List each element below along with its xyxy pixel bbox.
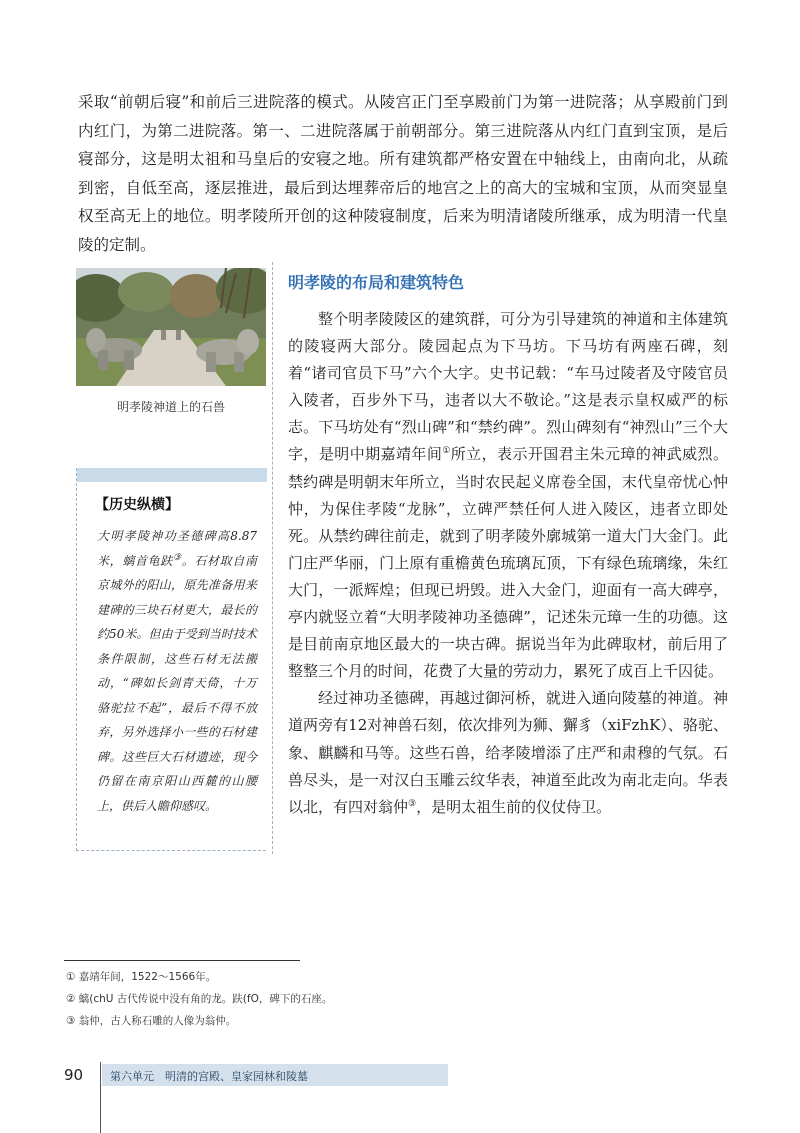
history-sidebar [76,468,266,851]
paragraph-text: 整个明孝陵陵区的建筑群，可分为引导建筑的神道和主体建筑的陵寝两大部分。陵园起点为下马坊。下马坊有两座石碑，刻着“诸司官员下马”六个大字。史书记载：“车马过陵者及守陵官员入陵者，百步外下马，违者以大不敬论。”这是表示皇权威严的标志。下马坊处有“烈山碑”和“禁约碑”。烈山碑刻有“神烈山”三个大字，是明中期嘉靖年间 [288,310,728,464]
footnote-mark: ③ [408,798,417,809]
paragraph-text: ，是明太祖生前的仪仗侍卫。 [416,797,612,816]
footnotes [66,966,666,1032]
photo-caption: 明孝陵神道上的石兽 [116,400,225,414]
footnote-mark: ① [442,446,451,457]
footnote-mark: ③ [172,552,182,563]
intro-paragraph: 采取“前朝后寝”和前后三进院落的模式。从陵宫正门至享殿前门为第一进院落；从享殿前门到内红门，为第二进院落。第一、二进院落属于前朝部分。第三进院落从内红门直到宝顶，是后寝部分，这是明太祖和马皇后的安寝之地。所有建筑都严格安置在中轴线上，由南向北，从疏到密，自低至高，逐层推进，最后到达埋葬帝后的地宫之上的高大的宝城和宝顶，从而突显皇权至高无上的地位。明孝陵所开创的这种陵寝制度，后来为明清诸陵所继承，成为明清一代皇陵的定制。 [78,93,728,254]
footnote: ③ 翁仲，古人称石雕的人像为翁仲。 [66,1015,237,1027]
sidebar-text-part: 大明孝陵神功圣德碑高8.87米，螭首龟趺 [97,529,257,568]
footnote-rule [64,960,300,961]
page-number: 90 [64,1066,84,1084]
body-paragraph [288,306,728,685]
footnote: ① 嘉靖年间，1522～1566年。 [66,971,217,983]
column-divider [272,262,273,854]
sidebar-header-band [77,468,267,482]
paragraph-text: 经过神功圣德碑，再越过御河桥，就进入通向陵墓的神道。神道两旁有12对神兽石刻，依次排列为狮、獬豸（xiFzhK）、骆驼、象、麒麟和马等。这些石兽，给孝陵增添了庄严和肃穆的气氛。石兽尽头，是一对汉白玉雕云纹华表，神道至此改为南北走向。华表以北，有四对翁仲 [288,689,728,816]
footnote: ② 螭(chU 古代传说中没有角的龙。趺(fO，碑下的石座。 [66,993,333,1005]
stone-beast-illustration [76,268,266,386]
paragraph-text: 所立，表示开国君主朱元璋的神武威烈。禁约碑是明朝末年所立，当时农民起义席卷全国，末代皇帝忧心忡忡，为保住孝陵“龙脉”，立碑严禁任何人进入陵区，违者立即处死。从禁约碑往前走，就到了明孝陵外廓城第一道大门大金门。此门庄严华丽，门上原有重檐黄色琉璃瓦顶，下有绿色琉璃缘，朱红大门，一派辉煌；但现已坍毁。进入大金门，迎面有一高大碑亭，亭内就竖立着“大明孝陵神功圣德碑”，记述朱元璋一生的功德。这是目前南京地区最大的一块古碑。据说当年为此碑取材，前后用了整整三个月的时间，花费了大量的劳动力，累死了成百上千囚徒。 [288,445,728,681]
sidebar-text-part: 。石材取自南京城外的阳山，原先准备用来建碑的三块石材更大，最长的约50米。但由于受到当时技术条件限制，这些石材无法搬动，“碑如长剑青天倚，十万骆驼拉不起”，最后不得不放弃，另外选择小一些的石材建碑。这些巨大石材遗迹，现今仍留在南京阳山西麓的山腰上，供后人瞻仰感叹。 [97,553,257,813]
sidebar-text [97,524,257,818]
footer-bar [102,1064,448,1086]
body-paragraph [288,685,728,820]
stone-beast-photo [76,268,266,386]
section-body [288,306,728,821]
sidebar-title: 【历史纵横】 [95,497,179,513]
unit-title: 第六单元 明清的宫殿、皇家园林和陵墓 [110,1070,308,1083]
footer-rule [100,1062,101,1133]
section-title: 明孝陵的布局和建筑特色 [288,273,465,292]
